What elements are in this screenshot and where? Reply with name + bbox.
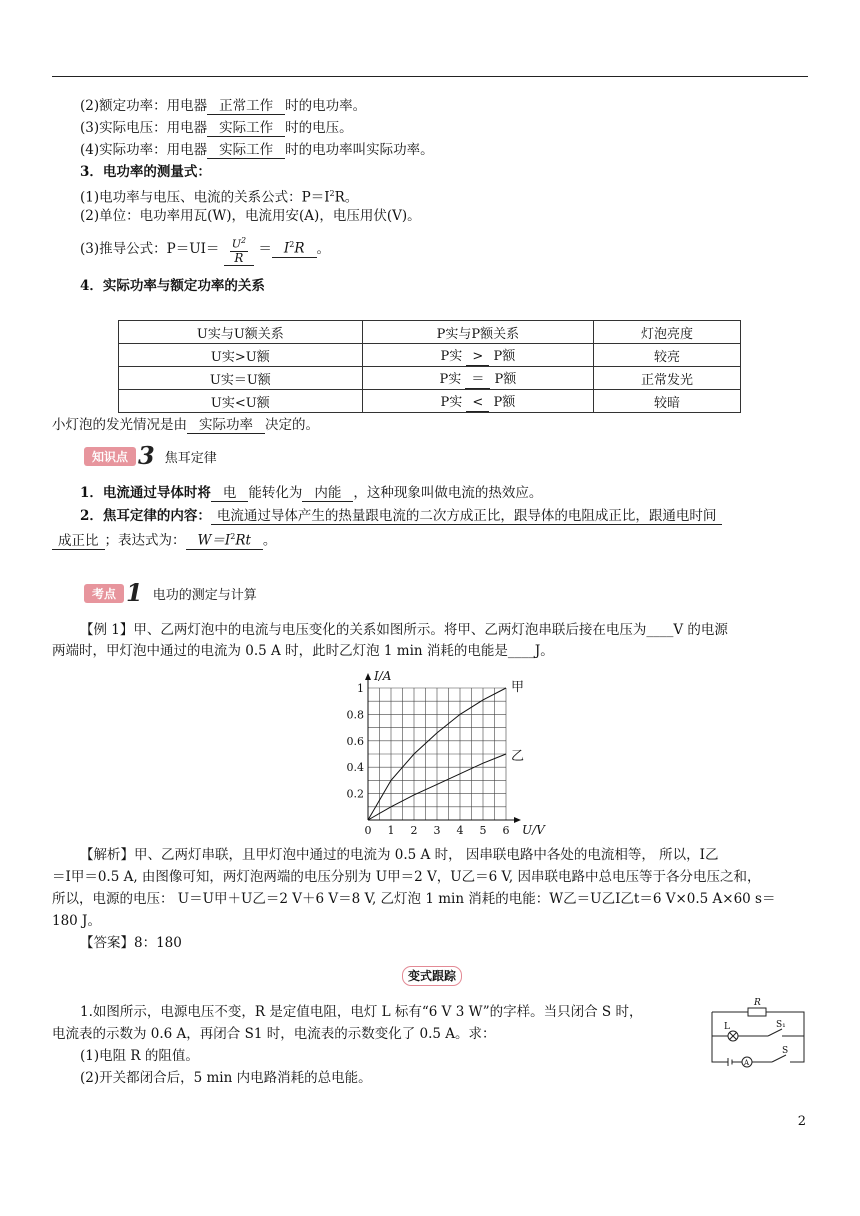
heading: 3．电功率的测量式： xyxy=(80,164,211,180)
iu-chart xyxy=(326,668,556,836)
table-row xyxy=(119,390,741,413)
label-s1: S₁ xyxy=(776,1020,786,1030)
text: 时的电功率。 xyxy=(285,98,367,114)
x-tick-label: 3 xyxy=(433,824,441,836)
heading: 4．实际功率与额定功率的关系 xyxy=(80,278,265,294)
badge-label: 知识点 xyxy=(84,447,136,466)
section-title: 焦耳定律 xyxy=(164,450,217,466)
joule-line-3 xyxy=(52,529,276,551)
fill-blank: 电流通过导体产生的热量跟电流的二次方成正比，跟导体的电阻成正比，跟通电时间 xyxy=(211,508,723,525)
example-line-1: 【例 1】甲、乙两灯泡中的电流与电压变化的关系如图所示。将甲、乙两灯泡串联后接在电压为____V 的电源 xyxy=(80,622,728,638)
table-cell: P实 > P额 xyxy=(362,344,593,367)
page-number: 2 xyxy=(797,1114,806,1129)
y-tick-label: 1 xyxy=(357,682,364,695)
text: ；表达式为： xyxy=(104,532,186,549)
x-tick-label: 4 xyxy=(456,824,464,836)
x-tick-label: 0 xyxy=(364,824,372,836)
fill-blank: 成正比 xyxy=(52,533,105,550)
text: 2．焦耳定律的内容： xyxy=(80,508,211,524)
text: 1．电流通过导体时将 xyxy=(80,485,211,501)
joule-line-2 xyxy=(80,506,722,526)
table-cell: 较暗 xyxy=(594,390,741,413)
table-cell: U实<U额 xyxy=(119,390,363,413)
table-row xyxy=(119,367,741,390)
text: 小灯泡的发光情况是由 xyxy=(52,417,187,433)
header-rule xyxy=(52,76,808,77)
table-cell: U实>U额 xyxy=(119,344,363,367)
text: (1)电功率与电压、电流的关系公式：P＝I xyxy=(80,189,330,206)
text: 决定的。 xyxy=(265,417,319,433)
table-cell: 正常发光 xyxy=(594,367,741,390)
circuit-diagram xyxy=(702,996,814,1070)
analysis-line-2: ＝I甲＝0.5 A, 由图像可知，两灯泡两端的电压分别为 U甲＝2 V，U乙＝6 V, 因串联电路中总电压等于各分电压之和， xyxy=(52,869,761,885)
question-line-3: (1)电阻 R 的阻值。 xyxy=(80,1048,199,1064)
fill-blank: 实际工作 xyxy=(207,120,285,137)
table-cell: U实＝U额 xyxy=(119,367,363,390)
y-axis-label: I/A xyxy=(374,669,392,683)
variant-tracking-badge: 变式跟踪 xyxy=(402,966,462,986)
actual-power-line xyxy=(80,140,434,160)
table-cell: P实 < P额 xyxy=(362,390,593,413)
table-header: 灯泡亮度 xyxy=(594,321,741,344)
switch-s1 xyxy=(768,1029,782,1036)
table-header: U实与U额关系 xyxy=(119,321,363,344)
fill-blank: 实际功率 xyxy=(187,417,265,434)
label-s: S xyxy=(782,1046,789,1056)
joule-line-1 xyxy=(80,483,542,503)
bulb-brightness-line xyxy=(52,415,319,435)
analysis-line-4: 180 J。 xyxy=(52,913,101,929)
section3-title xyxy=(80,162,211,182)
switch-s xyxy=(772,1055,786,1062)
series-label: 甲 xyxy=(511,680,525,695)
text: (3)实际电压：用电器 xyxy=(80,120,208,136)
badge-number: 3 xyxy=(138,441,155,470)
analysis-line-3: 所以，电源的电压： U＝U甲＋U乙＝2 V＋6 V＝8 V, 乙灯泡 1 min 消耗的电能：W乙＝U乙I乙t＝6 V×0.5 A×60 s＝ xyxy=(52,891,776,907)
text: (2)额定功率：用电器 xyxy=(80,98,208,114)
formula-line xyxy=(80,184,358,208)
exam-point-badge xyxy=(84,578,257,607)
answer-line: 【答案】8：180 xyxy=(80,935,182,951)
x-tick-label: 2 xyxy=(410,824,418,836)
derived-formula-line xyxy=(80,234,330,266)
rated-power-line xyxy=(80,96,366,116)
text: ＝ xyxy=(258,240,272,257)
label-r: R xyxy=(754,998,761,1008)
question-line-2: 电流表的示数为 0.6 A，再闭合 S1 时，电流表的示数变化了 0.5 A。求： xyxy=(52,1026,496,1042)
fraction: $\frac{U^2}{R}$ xyxy=(231,236,247,265)
resistor-r xyxy=(748,1008,766,1016)
table-cell: 较亮 xyxy=(594,344,741,367)
y-tick-label: 0.8 xyxy=(346,708,364,722)
y-tick-label: 0.6 xyxy=(346,734,364,748)
text: R。 xyxy=(334,189,359,206)
chart-labels xyxy=(347,669,547,836)
superscript: 2 xyxy=(329,189,335,198)
table-header: P实与P额关系 xyxy=(362,321,593,344)
fill-blank: $I^2R$ xyxy=(272,237,317,258)
x-axis-arrow xyxy=(514,817,521,823)
relation-table xyxy=(118,320,741,413)
text: 。 xyxy=(262,532,277,549)
x-tick-label: 1 xyxy=(387,824,395,836)
table-cell: P实 ＝ P额 xyxy=(362,367,593,390)
section4-title xyxy=(80,276,265,296)
series-label: 乙 xyxy=(511,749,525,764)
table-row xyxy=(119,344,741,367)
y-tick-label: 0.4 xyxy=(346,761,364,775)
y-axis-arrow xyxy=(365,673,371,680)
actual-voltage-line xyxy=(80,118,353,138)
text: (3)推导公式：P＝UI＝ xyxy=(80,240,220,257)
fill-blank: 实际工作 xyxy=(207,142,285,159)
analysis-line-1: 【解析】甲、乙两灯串联，且甲灯泡中通过的电流为 0.5 A 时， 因串联电路中各处的电流相等， 所以，I乙 xyxy=(80,847,719,863)
text: 能转化为 xyxy=(248,485,303,501)
x-axis-label: U/V xyxy=(522,823,545,836)
y-tick-label: 0.2 xyxy=(346,787,364,801)
text: (4)实际功率：用电器 xyxy=(80,142,208,158)
unit-line: (2)单位：电功率用瓦(W)，电流用安(A)，电压用伏(V)。 xyxy=(80,208,421,224)
text: 。 xyxy=(316,240,330,257)
fill-blank: 正常工作 xyxy=(207,98,285,115)
fill-blank: 电 xyxy=(211,485,249,502)
label-l: L xyxy=(724,1022,730,1032)
x-tick-label: 5 xyxy=(479,824,487,836)
label-a: A xyxy=(744,1059,750,1067)
knowledge-point-badge xyxy=(84,441,217,470)
question-line-4: (2)开关都闭合后，5 min 内电路消耗的总电能。 xyxy=(80,1070,372,1086)
fill-blank: $W=I^2Rt$ xyxy=(186,529,263,550)
example-line-2: 两端时，甲灯泡中通过的电流为 0.5 A 时，此时乙灯泡 1 min 消耗的电能是____J。 xyxy=(52,643,554,659)
badge-number: 1 xyxy=(126,578,143,607)
text: 时的电功率叫实际功率。 xyxy=(285,142,434,158)
question-line-1: 1.如图所示，电源电压不变，R 是定值电阻，电灯 L 标有“6 V 3 W”的字样。当只闭合 S 时， xyxy=(80,1004,643,1020)
chart-axes xyxy=(365,673,521,823)
fill-blank xyxy=(224,234,254,266)
section-title: 电功的测定与计算 xyxy=(152,587,257,603)
x-tick-label: 6 xyxy=(502,824,510,836)
fill-blank: 内能 xyxy=(302,485,353,502)
badge-label: 考点 xyxy=(84,584,124,603)
text: ，这种现象叫做电流的热效应。 xyxy=(353,485,543,501)
chart-grid xyxy=(368,688,506,820)
text: 时的电压。 xyxy=(285,120,353,136)
